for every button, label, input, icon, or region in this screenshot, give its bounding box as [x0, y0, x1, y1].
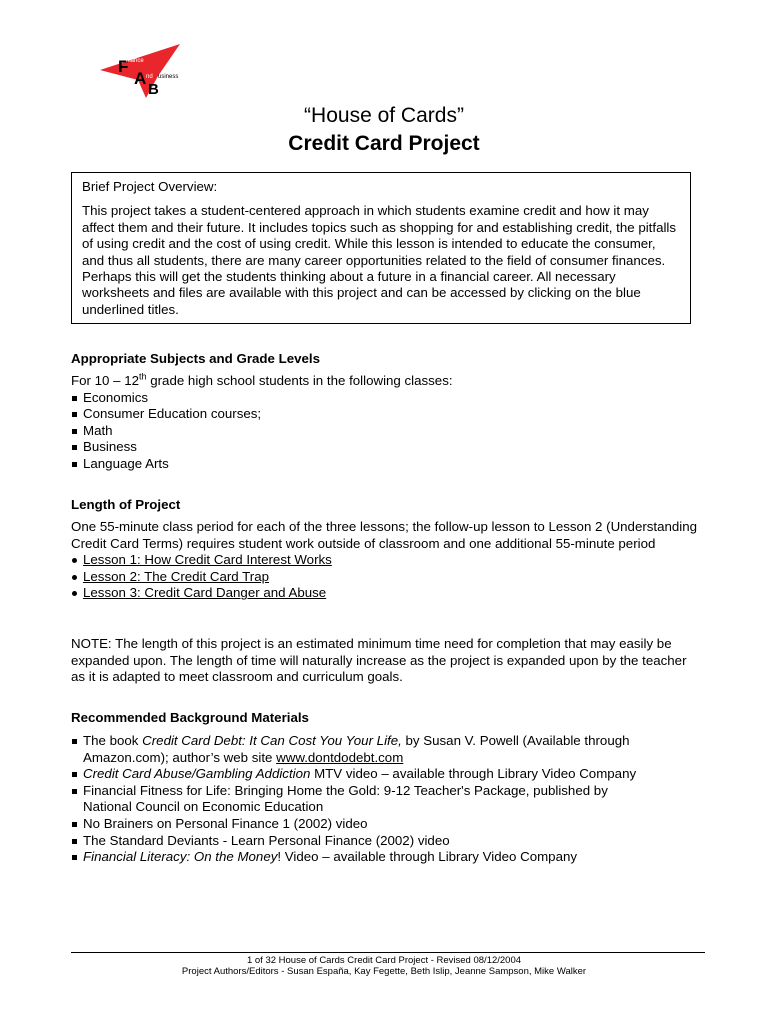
project-overview-box [71, 172, 691, 324]
overview-heading: Brief Project Overview: [82, 179, 218, 194]
subjects-intro: For 10 – 12th grade high school students in the following classes: [71, 371, 453, 388]
materials-list [71, 733, 651, 866]
logo-letter-a: A [134, 69, 147, 88]
finance-and-business-logo [98, 40, 194, 100]
list-item: Business [71, 439, 711, 456]
footer-authors: Project Authors/Editors - Susan España, Kay Fegette, Beth Islip, Jeanne Sampson, Mike Walker [181, 966, 587, 977]
subjects-heading: Appropriate Subjects and Grade Levels [71, 351, 321, 366]
list-item: Math [71, 423, 711, 440]
length-note: NOTE: The length of this project is an estimated minimum time need for completion that may easily be expanded upon. The length of time will naturally increase as the project is expanded upon by the teacher as it is adapted to meet classroom and curriculum goals. [71, 636, 687, 685]
length-heading: Length of Project [71, 497, 181, 512]
footer-page-info: 1 of 32 House of Cards Credit Card Project - Revised 08/12/2004 [246, 955, 522, 966]
lesson-link-1[interactable]: Lesson 1: How Credit Card Interest Works [71, 552, 703, 569]
logo-word-nd: nd [146, 74, 153, 80]
footer-divider [71, 952, 705, 953]
list-item: Financial Fitness for Life: Bringing Home the Gold: 9-12 Teacher's Package, published by National Council on Economic Education [71, 783, 651, 816]
subjects-section [71, 373, 711, 473]
list-item: Credit Card Abuse/Gambling Addiction MTV video – available through Library Video Company [71, 766, 651, 783]
list-item: Financial Literacy: On the Money! Video – available through Library Video Company [71, 849, 651, 866]
list-item: Economics [71, 390, 711, 407]
list-item: The Standard Deviants - Learn Personal Finance (2002) video [71, 833, 651, 850]
materials-section [71, 733, 651, 866]
list-item: No Brainers on Personal Finance 1 (2002) video [71, 816, 651, 833]
document-title-line1: “House of Cards” [304, 104, 464, 127]
length-body: One 55-minute class period for each of the three lessons; the follow-up lesson to Lesson 2 (Understanding Credit Card Terms) requires student work outside of classroom and one additional 55-minute period [71, 519, 698, 551]
subjects-list [71, 390, 711, 473]
length-section [71, 519, 703, 602]
logo-letter-f: F [118, 57, 129, 76]
list-item: The book Credit Card Debt: It Can Cost You Your Life, by Susan V. Powell (Available through Amazon.com); author’s web site www.dontdodebt.com [71, 733, 651, 766]
logo-letter-b: B [148, 81, 159, 98]
list-item: Language Arts [71, 456, 711, 473]
overview-body: This project takes a student-centered approach in which students examine credit and how it may affect them and their future. It includes topics such as shopping for and establishing credit, the pitfalls of using credit and the cost of using credit. While this lesson is intended to educate the consumer, and thus all students, there are many career opportunities related to the field of consumer finances. Perhaps this will get the students thinking about a future in a financial career. All necessary worksheets and files are available with this project and can be accessed by clicking on the blue underlined titles. [82, 203, 677, 317]
lesson-link-3[interactable]: Lesson 3: Credit Card Danger and Abuse [71, 585, 703, 602]
document-title-line2: Credit Card Project [288, 132, 480, 155]
lessons-list [71, 552, 703, 602]
author-website-link[interactable]: www.dontdodebt.com [276, 749, 404, 765]
logo-word-inance: inance [126, 58, 144, 64]
lesson-link-2[interactable]: Lesson 2: The Credit Card Trap [71, 569, 703, 586]
logo-word-usiness: usiness [158, 74, 179, 80]
list-item: Consumer Education courses; [71, 406, 711, 423]
materials-heading: Recommended Background Materials [71, 710, 309, 725]
